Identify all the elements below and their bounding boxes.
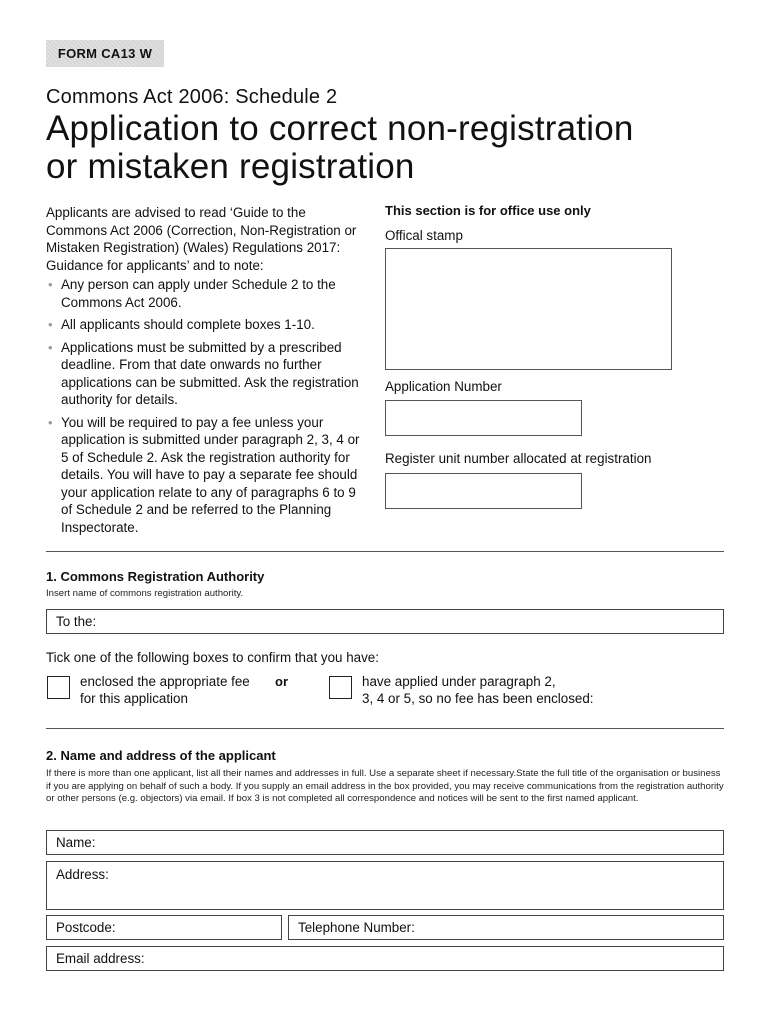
act-reference: Commons Act 2006: Schedule 2 xyxy=(46,86,338,108)
address-input[interactable] xyxy=(46,861,724,910)
intro-bullet xyxy=(46,339,366,409)
registration-authority-input[interactable] xyxy=(46,609,724,634)
telephone-input[interactable] xyxy=(288,915,724,940)
section1-note: Insert name of commons registration authority. xyxy=(46,588,244,599)
telephone-label: Telephone Number: xyxy=(298,920,415,935)
bullet-text: You will be required to pay a fee unless your application is submitted under paragraph 2, 3, 4 or 5 of Schedule 2. Ask the registration authority for details. You will have to pay a separate fee should your application relate to any of paragraphs 6 to 9 of Schedule 2 and be referred to the Planning Inspectorate. xyxy=(61,414,360,535)
application-number-label: Application Number xyxy=(385,379,502,394)
bullet-icon: • xyxy=(48,317,53,332)
title-line-2: or mistaken registration xyxy=(46,147,415,186)
fee-enclosed-label: enclosed the appropriate fee for this application xyxy=(80,674,250,706)
official-stamp-box xyxy=(385,248,672,370)
application-number-field[interactable] xyxy=(385,400,582,436)
section-divider xyxy=(46,551,724,552)
bullet-icon: • xyxy=(48,414,53,430)
office-use-heading: This section is for office use only xyxy=(385,203,591,218)
email-label: Email address: xyxy=(56,951,145,966)
title-line-1: Application to correct non-registration xyxy=(46,109,634,148)
register-unit-field[interactable] xyxy=(385,473,582,509)
to-the-label: To the: xyxy=(56,614,97,629)
name-label: Name: xyxy=(56,835,96,850)
stamp-label: Offical stamp xyxy=(385,228,463,243)
intro-bullet xyxy=(46,276,366,311)
email-input[interactable] xyxy=(46,946,724,971)
intro-bullet-list xyxy=(46,276,366,536)
no-fee-label-line-1: have applied under paragraph 2, xyxy=(362,674,556,689)
page-title xyxy=(46,110,746,186)
no-fee-label-line-2: 3, 4 or 5, so no fee has been enclosed: xyxy=(362,691,594,706)
section-divider xyxy=(46,728,724,729)
section1-heading: 1. Commons Registration Authority xyxy=(46,569,265,584)
postcode-label: Postcode: xyxy=(56,920,116,935)
tick-prompt: Tick one of the following boxes to confirm that you have: xyxy=(46,650,379,665)
postcode-input[interactable] xyxy=(46,915,282,940)
no-fee-label xyxy=(362,673,682,707)
bullet-text: Applications must be submitted by a prescribed deadline. From that date onwards no further applications can be submitted. Ask the registration authority for details. xyxy=(61,339,359,407)
form-code-badge: FORM CA13 W xyxy=(46,40,164,67)
name-input[interactable] xyxy=(46,830,724,855)
section2-note: If there is more than one applicant, list all their names and addresses in full. Use a separate sheet if necessary.State the full title of the organisation or business if you are applying on behalf of such a body. If you supply an email address in the box provided, you may receive communications from the registration authority or other persons (e.g. objectors) via email. If box 3 is not completed all correspondence and notices will be sent to the first named applicant. xyxy=(46,768,724,804)
section2-heading: 2. Name and address of the applicant xyxy=(46,748,276,763)
bullet-text: Any person can apply under Schedule 2 to the Commons Act 2006. xyxy=(61,277,336,310)
bullet-icon: • xyxy=(48,277,53,292)
or-label: or xyxy=(275,674,288,689)
bullet-text: All applicants should complete boxes 1-10. xyxy=(61,317,315,332)
no-fee-checkbox[interactable] xyxy=(329,676,352,699)
intro-bullet xyxy=(46,316,366,334)
fee-enclosed-checkbox[interactable] xyxy=(47,676,70,699)
bullet-icon: • xyxy=(48,339,53,355)
register-unit-label: Register unit number allocated at registration xyxy=(385,451,652,466)
intro-bullet xyxy=(46,414,366,537)
intro-guidance xyxy=(46,204,366,541)
intro-text: Applicants are advised to read ‘Guide to the Commons Act 2006 (Correction, Non-Registration or Mistaken Registration) (Wales) Regulations 2017: Guidance for applicants’ and to note: xyxy=(46,205,357,273)
address-label: Address: xyxy=(56,867,109,882)
